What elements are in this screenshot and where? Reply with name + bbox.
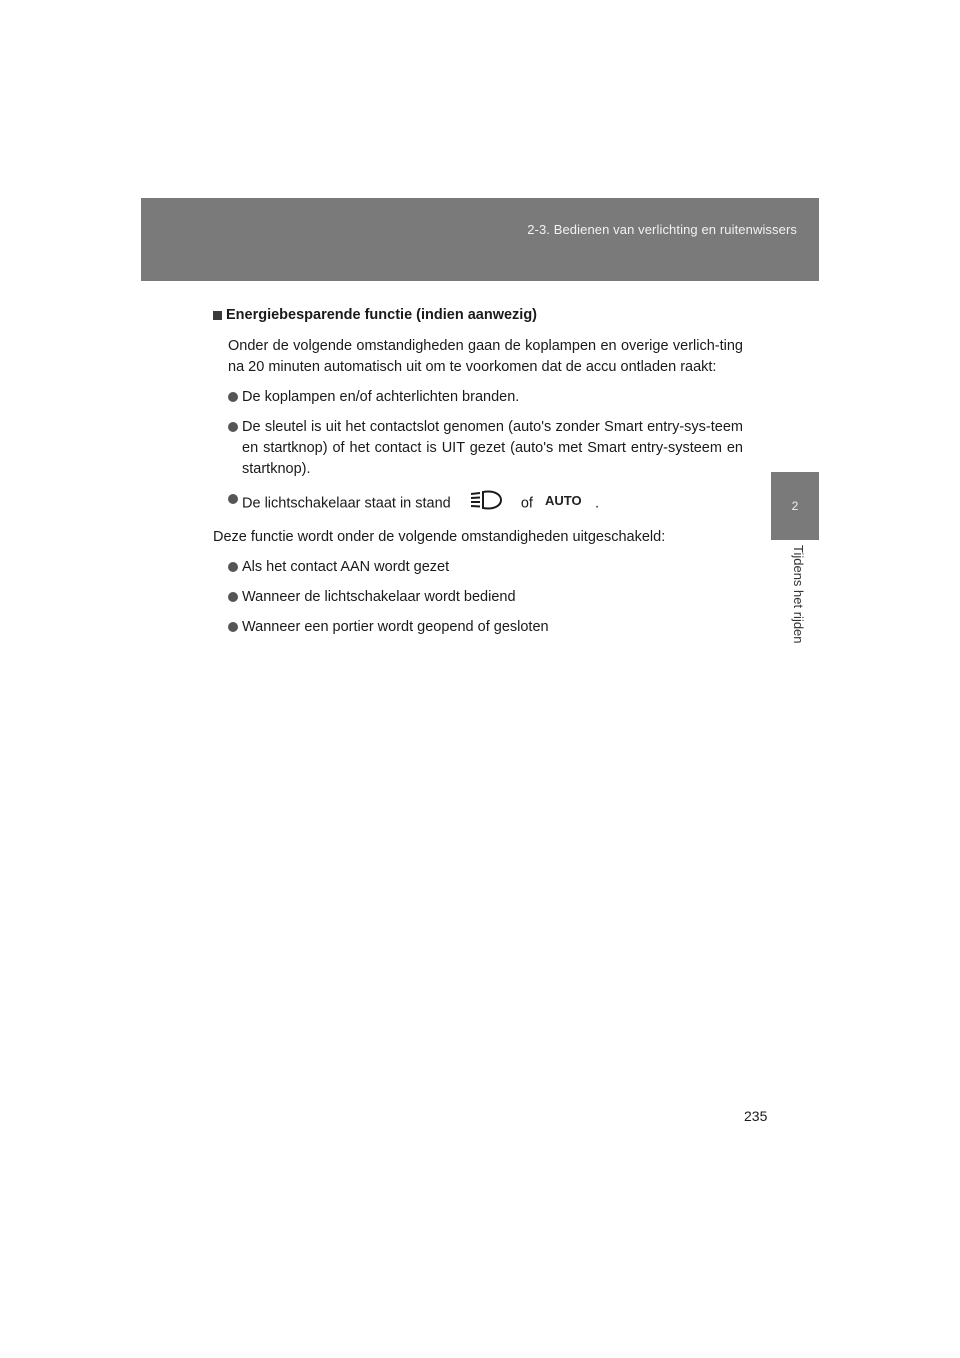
section-title: 2-3. Bedienen van verlichting en ruitenwissers bbox=[527, 222, 797, 237]
list-item bbox=[228, 387, 743, 408]
bullet-dot-icon bbox=[228, 562, 238, 572]
auto-icon bbox=[543, 491, 587, 516]
list-item-text: De sleutel is uit het contactslot genomen (auto's zonder Smart entry-sys-teem en startknop) of het contact is UIT gezet (auto's met Smart entry-systeem en startknop). bbox=[242, 419, 743, 477]
auto-icon-text: AUTO bbox=[544, 493, 582, 508]
chapter-number-tab: 2 bbox=[771, 472, 819, 540]
page-number: 235 bbox=[744, 1108, 768, 1124]
headlight-icon bbox=[469, 489, 503, 518]
list-item-switch-position bbox=[228, 489, 743, 518]
header-band bbox=[141, 198, 819, 281]
intro-paragraph: Onder de volgende omstandigheden gaan de koplampen en overige verlich-ting na 20 minuten automatisch uit om te voorkomen dat de accu ontladen raakt: bbox=[228, 338, 743, 375]
page-content bbox=[213, 305, 743, 647]
list-item-text: Als het contact AAN wordt gezet bbox=[242, 559, 450, 575]
list-item bbox=[228, 587, 743, 608]
list-item bbox=[228, 557, 743, 578]
switch-prefix-text: De lichtschakelaar staat in stand bbox=[242, 495, 451, 512]
list-item bbox=[228, 617, 743, 638]
square-bullet-icon bbox=[213, 311, 222, 320]
switch-suffix-text: . bbox=[594, 495, 599, 512]
deactivate-paragraph: Deze functie wordt onder de volgende omstandigheden uitgeschakeld: bbox=[213, 529, 666, 545]
bullet-dot-icon bbox=[228, 494, 238, 504]
switch-middle-text: of bbox=[520, 495, 533, 512]
list-item-text: Wanneer de lichtschakelaar wordt bediend bbox=[242, 589, 516, 605]
list-item-text: Wanneer een portier wordt geopend of gesloten bbox=[242, 619, 549, 635]
bullet-dot-icon bbox=[228, 422, 238, 432]
bullet-dot-icon bbox=[228, 592, 238, 602]
heading-text: Energiebesparende functie (indien aanwezig) bbox=[226, 307, 538, 323]
section-heading bbox=[213, 305, 743, 326]
bullet-dot-icon bbox=[228, 392, 238, 402]
list-item-text: De koplampen en/of achterlichten branden. bbox=[242, 389, 520, 405]
list-item bbox=[228, 417, 743, 480]
bullet-dot-icon bbox=[228, 622, 238, 632]
chapter-label: Tijdens het rijden bbox=[791, 545, 806, 644]
